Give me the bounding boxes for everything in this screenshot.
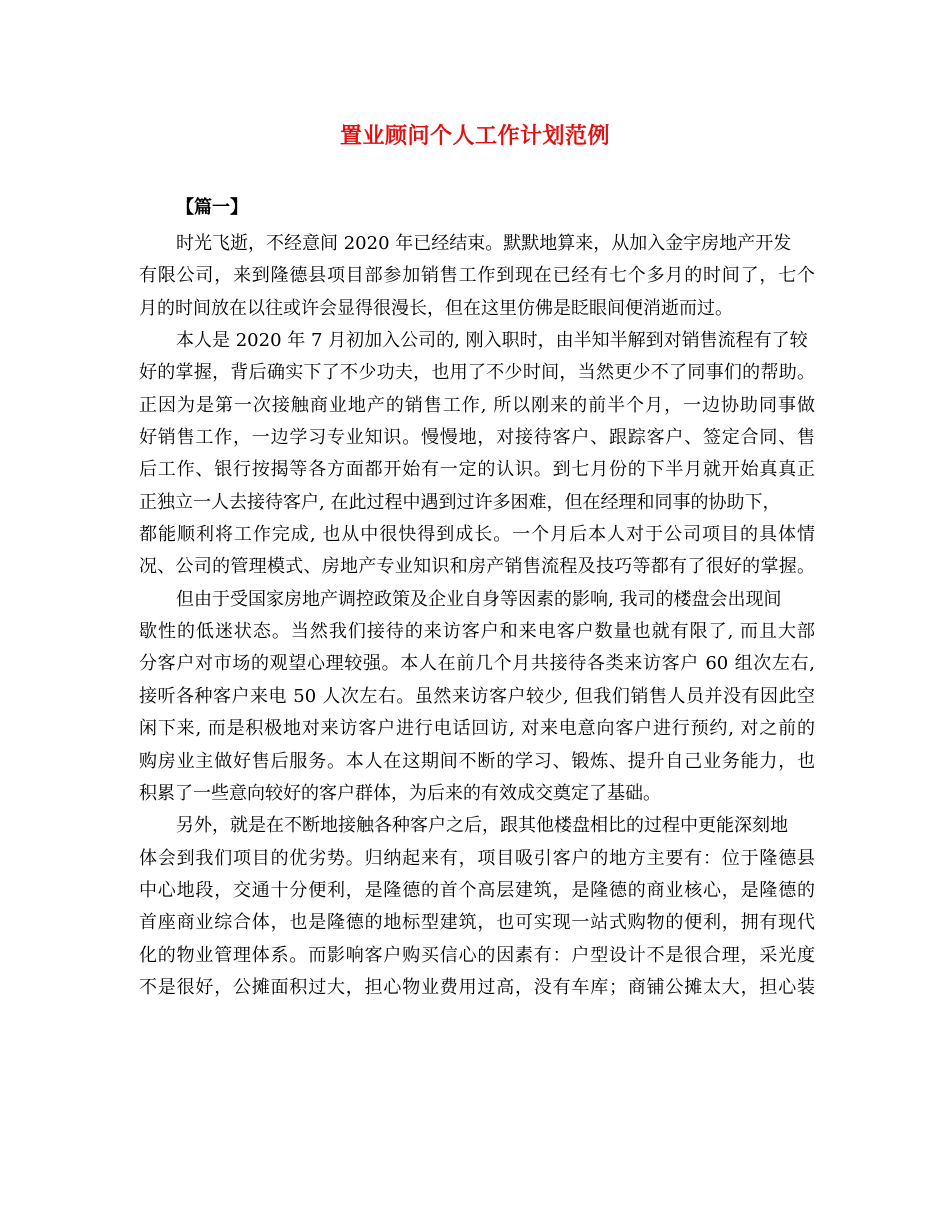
paragraph-line: 有限公司，来到隆德县项目部参加销售工作到现在已经有七个多月的时间了，七个 — [139, 265, 815, 287]
paragraph-line: 另外，就是在不断地接触各种客户之后，跟其他楼盘相比的过程中更能深刻地 — [176, 815, 788, 837]
paragraph-line: 积累了一些意向较好的客户群体，为后来的有效成交奠定了基础。 — [139, 782, 661, 804]
paragraph-line: 月的时间放在以往或许会显得很漫长，但在这里仿佛是眨眼间便消逝而过。 — [139, 297, 733, 319]
paragraph-line: 好的掌握，背后确实下了不少功夫，也用了不少时间，当然更少不了同事们的帮助。 — [139, 362, 815, 384]
paragraph-line: 本人是 2020 年 7 月初加入公司的, 刚入职时，由半知半解到对销售流程有了较 — [176, 330, 808, 352]
paragraph-line: 化的物业管理体系。而影响客户购买信心的因素有：户型设计不是很合理，采光度 — [139, 944, 815, 966]
paragraph-line: 购房业主做好售后服务。本人在这期间不断的学习、锻炼、提升自己业务能力，也 — [139, 750, 815, 772]
document-body — [139, 228, 815, 1004]
paragraph-line: 接听各种客户来电 50 人次左右。虽然来访客户较少, 但我们销售人员并没有因此空 — [139, 685, 815, 707]
paragraph-line: 时光飞逝，不经意间 2020 年已经结束。默默地算来，从加入金宇房地产开发 — [176, 233, 792, 254]
paragraph-line: 中心地段，交通十分便利，是隆德的首个高层建筑，是隆德的商业核心，是隆德的 — [139, 879, 815, 901]
paragraph-line: 歇性的低迷状态。当然我们接待的来访客户和来电客户数量也就有限了, 而且大部 — [139, 621, 815, 643]
paragraph-line: 后工作、银行按揭等各方面都开始有一定的认识。到七月份的下半月就开始真真正 — [139, 459, 815, 481]
paragraph-line: 体会到我们项目的优劣势。归纳起来有，项目吸引客户的地方主要有：位于隆德县 — [139, 847, 815, 869]
paragraph-line: 首座商业综合体，也是隆德的地标型建筑，也可实现一站式购物的便利，拥有现代 — [139, 912, 815, 934]
paragraph-line: 况、公司的管理模式、房地产专业知识和房产销售流程及技巧等都有了很好的掌握。 — [139, 556, 815, 578]
paragraph-line: 正因为是第一次接触商业地产的销售工作, 所以刚来的前半个月，一边协助同事做 — [139, 394, 815, 416]
paragraph-line: 好销售工作，一边学习专业知识。慢慢地，对接待客户、跟踪客户、签定合同、售 — [139, 427, 815, 449]
paragraph-line: 闲下来, 而是积极地对来访客户进行电话回访, 对来电意向客户进行预约, 对之前的 — [139, 718, 815, 740]
paragraph-line: 分客户对市场的观望心理较强。本人在前几个月共接待各类来访客户 60 组次左右, — [139, 653, 815, 675]
paragraph-line: 但由于受国家房地产调控政策及企业自身等因素的影响, 我司的楼盘会出现间 — [176, 588, 782, 610]
paragraph-line: 都能顺利将工作完成, 也从中很快得到成长。一个月后本人对于公司项目的具体情 — [139, 524, 815, 546]
paragraph-line: 不是很好，公摊面积过大，担心物业费用过高，没有车库；商铺公摊太大，担心装 — [139, 976, 815, 998]
section-label: 【篇一】 — [176, 197, 248, 218]
paragraph-line: 正独立一人去接待客户, 在此过程中遇到过许多困难，但在经理和同事的协助下， — [139, 491, 781, 513]
document-title: 置业顾问个人工作计划范例 — [339, 123, 610, 149]
